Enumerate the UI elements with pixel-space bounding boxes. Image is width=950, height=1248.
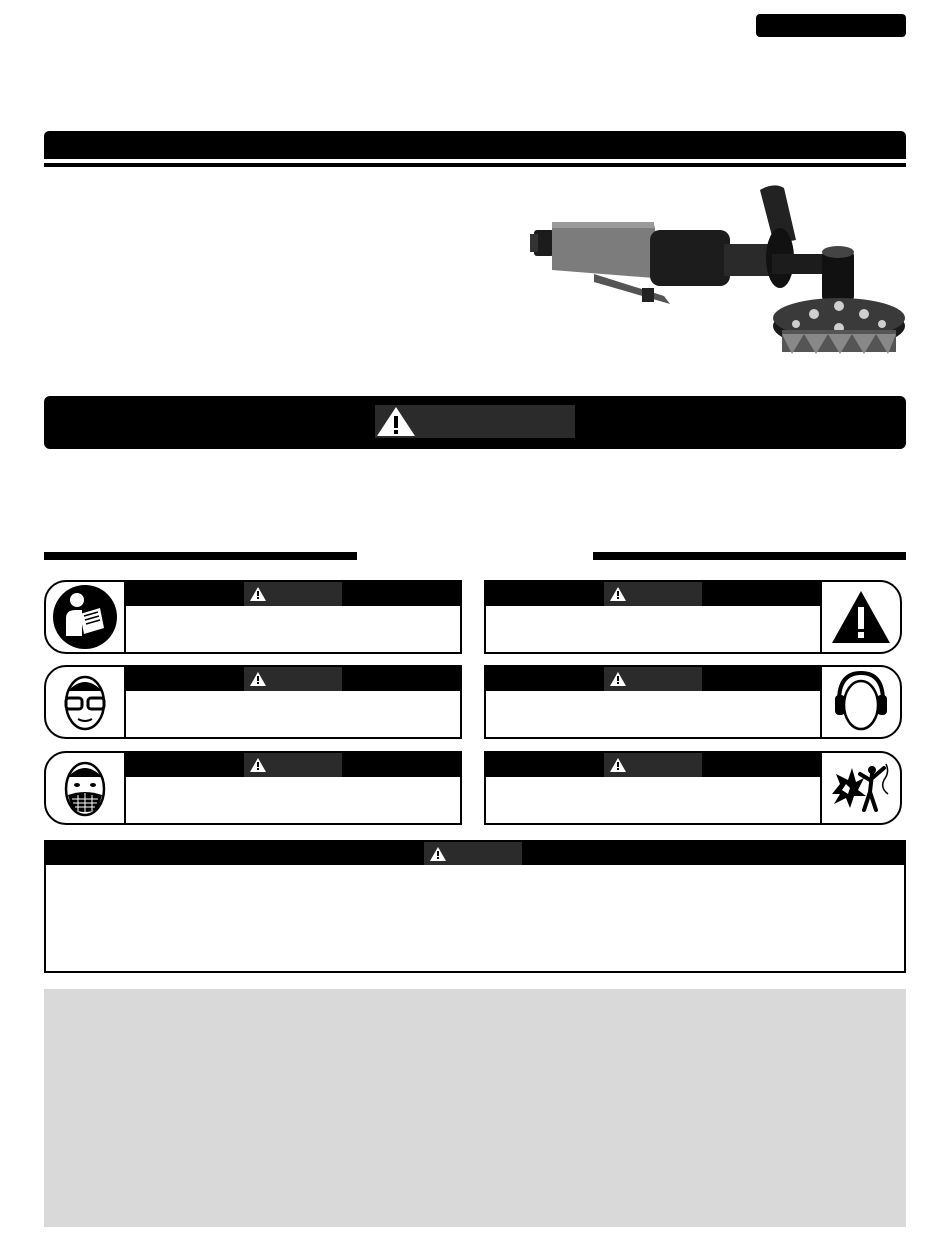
- card-eye-protection: [44, 665, 462, 739]
- card-safety-alert: [484, 580, 902, 654]
- respirator-mask-icon: [60, 757, 110, 819]
- card-header: [126, 753, 460, 777]
- read-manual-icon: [52, 584, 118, 650]
- warning-triangle-icon: [610, 587, 626, 601]
- warning-label: [244, 753, 342, 777]
- info-panel: [44, 989, 906, 1227]
- title-underline: [44, 163, 906, 167]
- language-tab: [756, 14, 906, 37]
- angle-sander-image: [524, 178, 906, 374]
- notice-header: [46, 842, 904, 865]
- card-icon-cell: [46, 667, 126, 737]
- warning-triangle-icon: [375, 405, 417, 438]
- card-icon-cell: [46, 582, 126, 652]
- safety-alert-icon: [830, 589, 892, 645]
- warning-label: [604, 753, 702, 777]
- explosion-hazard-icon: [828, 760, 894, 816]
- warning-label: [244, 667, 342, 691]
- safety-glasses-icon: [60, 671, 110, 733]
- card-icon-cell: [46, 753, 126, 823]
- section-rule-right: [593, 552, 906, 560]
- warning-label: [604, 582, 702, 606]
- notice-box: [44, 840, 906, 973]
- warning-triangle-icon: [610, 758, 626, 772]
- warning-label: [375, 405, 575, 438]
- card-header: [126, 667, 460, 691]
- card-header: [486, 753, 820, 777]
- card-header: [486, 582, 820, 606]
- warning-triangle-icon: [250, 758, 266, 772]
- card-icon-cell: [820, 582, 900, 652]
- card-respiratory-protection: [44, 751, 462, 825]
- warning-label: [424, 842, 522, 865]
- warning-triangle-icon: [430, 847, 446, 861]
- card-read-manual: [44, 580, 462, 654]
- card-header: [486, 667, 820, 691]
- warning-label: [604, 667, 702, 691]
- card-hearing-protection: [484, 665, 902, 739]
- warning-triangle-icon: [250, 587, 266, 601]
- card-icon-cell: [820, 667, 900, 737]
- warning-label: [244, 582, 342, 606]
- warning-triangle-icon: [610, 672, 626, 686]
- card-header: [126, 582, 460, 606]
- hearing-protection-icon: [833, 671, 889, 733]
- section-rule-left: [44, 552, 357, 560]
- card-icon-cell: [820, 753, 900, 823]
- warning-banner: [44, 396, 906, 449]
- card-explosion-hazard: [484, 751, 902, 825]
- title-bar: [44, 131, 906, 159]
- warning-triangle-icon: [250, 672, 266, 686]
